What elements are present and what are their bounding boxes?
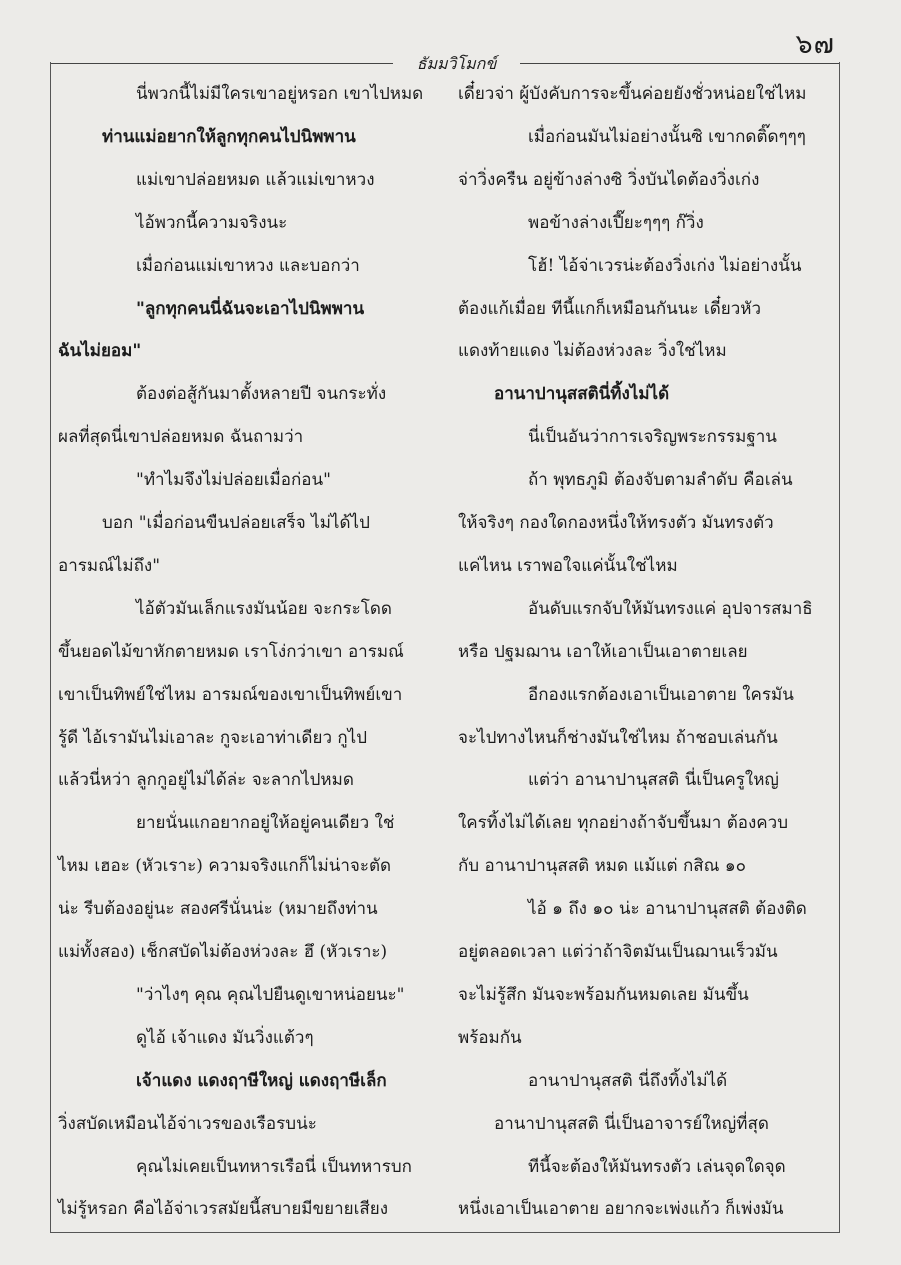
text-line: แต่ว่า อานาปานุสสติ นี่เป็นครูใหญ่ (528, 770, 779, 791)
text-line: คุณไม่เคยเป็นทหารเรือนี่ เป็นทหารบก (136, 1156, 412, 1177)
text-line: ไอ้ ๑ ถึง ๑๐ น่ะ อานาปานุสสติ ต้องติด (528, 899, 807, 920)
left-column (58, 76, 438, 1226)
text-line: แดงท้ายแดง ไม่ต้องห่วงละ วิ่งใช่ไหม (458, 341, 727, 362)
text-line: ไอ้ตัวมันเล็กแรงมันน้อย จะกระโดด (136, 598, 392, 619)
text-line: จะไม่รู้สึก มันจะพร้อมกันหมดเลย มันขึ้น (458, 984, 749, 1005)
text-line: อีกองแรกต้องเอาเป็นเอาตาย ใครมัน (528, 684, 794, 705)
text-line: ให้จริงๆ กองใดกองหนึ่งให้ทรงตัว มันทรงตัว (458, 513, 774, 533)
text-line: เมื่อก่อนแม่เขาหวง และบอกว่า (136, 255, 360, 276)
text-line: อยู่ตลอดเวลา แต่ว่าถ้าจิตมันเป็นฌานเร็วมัน (458, 942, 778, 962)
text-line: แม่เขาปล่อยหมด แล้วแม่เขาหวง (136, 169, 375, 190)
text-line: "ว่าไงๆ คุณ คุณไปยืนดูเขาหน่อยนะ" (136, 984, 405, 1005)
text-line: โฮ้! ไอ้จ่าเวรน่ะต้องวิ่งเก่ง ไม่อย่างนั้น (528, 255, 802, 276)
text-line: หรือ ปฐมฌาน เอาให้เอาเป็นเอาตายเลย (458, 641, 748, 662)
text-line: จะไปทางไหนก็ช่างมันใช่ไหม ถ้าชอบเล่นกัน (458, 727, 778, 748)
text-line: บอก "เมื่อก่อนขืนปล่อยเสร็จ ไม่ได้ไป (102, 513, 370, 533)
text-line: รู้ดี ไอ้เรามันไม่เอาละ กูจะเอาท่าเดียว กูไป (58, 727, 368, 748)
text-line: อานาปานุสสติ นี่เป็นอาจารย์ใหญ่ที่สุด (494, 1113, 769, 1134)
text-line: ทีนี้จะต้องให้มันทรงตัว เล่นจุดใดจุด (528, 1156, 786, 1177)
text-line: ไม่รู้หรอก คือไอ้จ่าเวรสมัยนี้สบายมีขยายเสียง (58, 1199, 389, 1220)
text-line: ต้องต่อสู้กันมาตั้งหลายปี จนกระทั่ง (136, 384, 387, 405)
text-line: แม่ทั้งสอง) เช็กสบัดไม่ต้องห่วงละ ฮึ (หัวเราะ) (58, 942, 388, 962)
text-line: ถ้า พุทธภูมิ ต้องจับตามลำดับ คือเล่น (528, 470, 793, 491)
text-line: วิ่งสบัดเหมือนไอ้จ่าเวรของเรือรบน่ะ (58, 1113, 317, 1134)
text-line: พอข้างล่างเปี๊ยะๆๆๆ ก๊วิ่ง (528, 212, 704, 233)
text-line: อันดับแรกจับให้มันทรงแค่ อุปจารสมาธิ (528, 598, 813, 619)
page-number: ๖๗ (795, 29, 835, 60)
text-line: พร้อมกัน (458, 1027, 522, 1048)
text-line: กับ อานาปานุสสติ หมด แม้แต่ กสิณ ๑๐ (458, 856, 746, 877)
text-line: หนึ่งเอาเป็นเอาตาย อยากจะเพ่งแก้ว ก็เพ่งมัน (458, 1199, 784, 1220)
text-line: เมื่อก่อนมันไม่อย่างนั้นซิ เขากดติ๊ดๆๆๆ (528, 126, 806, 147)
text-line: "ทำไมจึงไม่ปล่อยเมื่อก่อน" (136, 470, 331, 491)
text-line: จ่าวิ่งครืน อยู่ข้างล่างซิ วิ่งบันไดต้องวิ่งเก่ง (458, 169, 760, 190)
text-line: อารมณ์ไม่ถึง" (58, 555, 161, 576)
text-line: นี่พวกนี้ไม่มีใครเขาอยู่หรอก เขาไปหมด (136, 84, 424, 104)
running-header-title: ธัมมวิโมกข์ (416, 54, 497, 73)
text-line: ต้องแก้เมื่อย ทีนี้แกก็เหมือนกันนะ เดี๋ยวหัว (458, 298, 761, 319)
text-line: เจ้าแดง แดงฤาษีใหญ่ แดงฤาษีเล็ก (136, 1070, 387, 1091)
text-line: ใครทิ้งไม่ได้เลย ทุกอย่างถ้าจับขึ้นมา ต้องควบ (458, 813, 789, 834)
text-line: ยายนั่นแกอยากอยู่ให้อยู่คนเดียว ใช่ (136, 813, 395, 834)
text-line: ท่านแม่อยากให้ลูกทุกคนไปนิพพาน (102, 126, 356, 147)
text-line: อานาปานุสสตินี่ทิ้งไม่ได้ (494, 384, 670, 405)
text-line: นี่เป็นอันว่าการเจริญพระกรรมฐาน (528, 427, 777, 448)
text-line: ขึ้นยอดไม้ขาหักตายหมด เราโง่กว่าเขา อารมณ์ (58, 641, 404, 662)
right-column (458, 76, 830, 1226)
text-line: เขาเป็นทิพย์ใช่ไหม อารมณ์ของเขาเป็นทิพย์เขา (58, 684, 403, 705)
text-line: อานาปานุสสติ นี่ถึงทิ้งไม่ได้ (528, 1070, 728, 1091)
text-line: เดี๋ยวจ่า ผู้บังคับการจะขึ้นค่อยยังชั่วหน่อยใช่ไหม (458, 84, 807, 104)
text-line: แค่ไหน เราพอใจแค่นั้นใช่ไหม (458, 555, 678, 576)
text-line: ไอ้พวกนี้ความจริงนะ (136, 212, 288, 233)
text-line: แล้วนี่หว่า ลูกกูอยู่ไม่ได้ล่ะ จะลากไปหมด (58, 770, 354, 791)
text-line: น่ะ รีบต้องอยู่นะ สองศรีนั่นน่ะ (หมายถึงท่าน (58, 899, 378, 920)
text-line: ฉันไม่ยอม" (58, 341, 142, 362)
text-line: ผลที่สุดนี่เขาปล่อยหมด ฉันถามว่า (58, 427, 304, 448)
text-line: ไหม เฮอะ (หัวเราะ) ความจริงแกก็ไม่น่าจะตัด (58, 856, 392, 877)
text-line: "ลูกทุกคนนี่ฉันจะเอาไปนิพพาน (136, 298, 365, 319)
text-line: ดูไอ้ เจ้าแดง มันวิ่งแต้วๆ (136, 1027, 314, 1048)
